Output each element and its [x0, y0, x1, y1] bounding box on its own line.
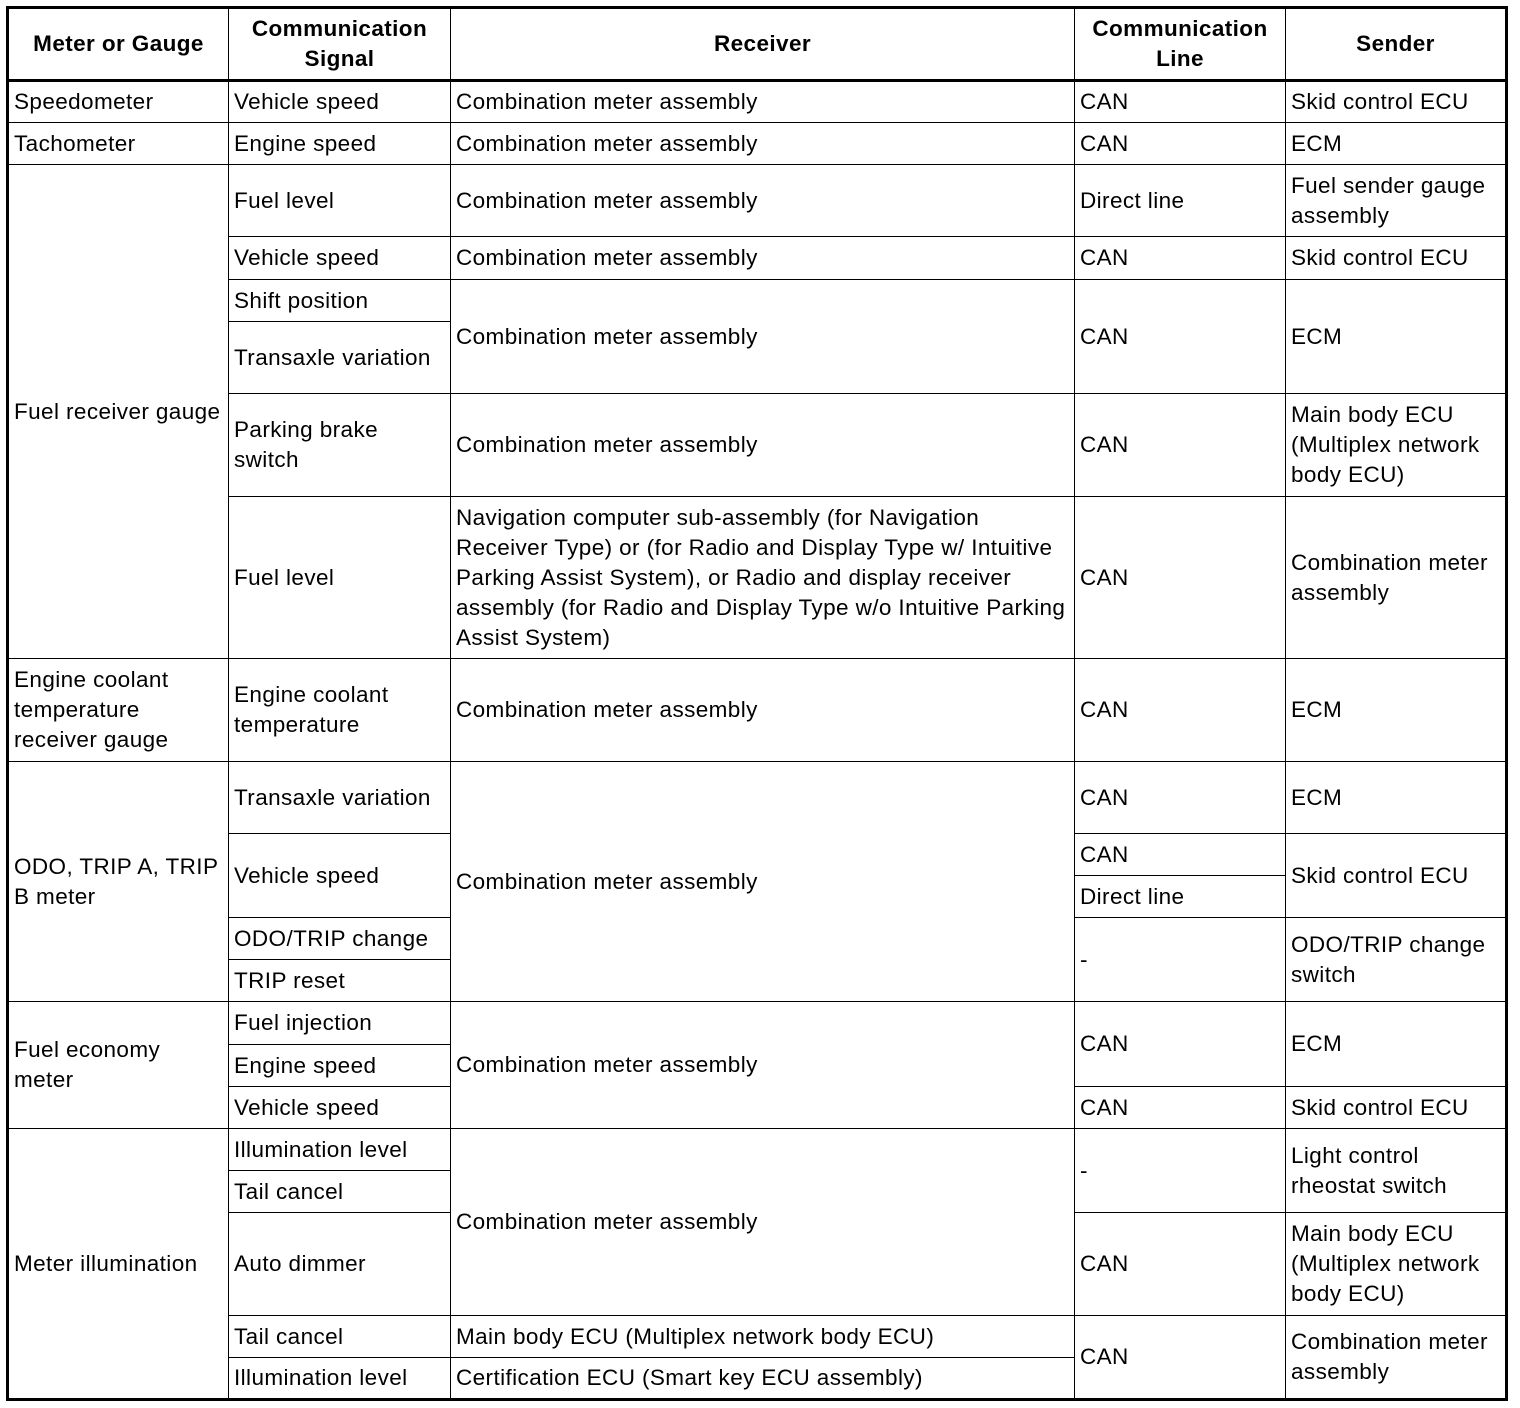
line-cell: CAN: [1075, 394, 1286, 497]
line-cell: CAN: [1075, 497, 1286, 659]
signal-cell: Illumination level: [229, 1129, 451, 1171]
receiver-cell: Combination meter assembly: [451, 1002, 1075, 1129]
sender-cell: Light control rheostat switch: [1286, 1129, 1507, 1213]
sender-cell: Skid control ECU: [1286, 834, 1507, 918]
receiver-cell: Certification ECU (Smart key ECU assembly): [451, 1358, 1075, 1400]
table-row: [8, 165, 1507, 237]
table-row: [8, 1002, 1507, 1045]
sender-cell: ECM: [1286, 659, 1507, 762]
line-cell: CAN: [1075, 834, 1286, 876]
receiver-cell: Combination meter assembly: [451, 237, 1075, 280]
line-cell: CAN: [1075, 280, 1286, 394]
signal-cell: Vehicle speed: [229, 834, 451, 918]
receiver-cell: Combination meter assembly: [451, 1129, 1075, 1316]
signal-cell: Vehicle speed: [229, 237, 451, 280]
signal-cell: Vehicle speed: [229, 81, 451, 123]
sender-cell: Main body ECU (Multiplex network body ECU): [1286, 394, 1507, 497]
sender-cell: ODO/TRIP change switch: [1286, 918, 1507, 1002]
line-cell: -: [1075, 918, 1286, 1002]
table-row: [8, 1316, 1507, 1358]
receiver-cell: Navigation computer sub-assembly (for Navigation Receiver Type) or (for Radio and Display Type w/ Intuitive Parking Assist System), or Radio and display receiver assembly (for Radio and Display Type w/o Intuitive Parking Assist System): [451, 497, 1075, 659]
header-row: [8, 8, 1507, 81]
table-row: [8, 1129, 1507, 1171]
line-cell: Direct line: [1075, 876, 1286, 918]
line-cell: Direct line: [1075, 165, 1286, 237]
sender-cell: ECM: [1286, 123, 1507, 165]
table-row: [8, 280, 1507, 322]
receiver-cell: Main body ECU (Multiplex network body ECU): [451, 1316, 1075, 1358]
line-cell: CAN: [1075, 81, 1286, 123]
sender-cell: Skid control ECU: [1286, 81, 1507, 123]
signal-cell: TRIP reset: [229, 960, 451, 1002]
header-meter: Meter or Gauge: [8, 8, 229, 81]
signal-cell: Tail cancel: [229, 1316, 451, 1358]
table-row: [8, 237, 1507, 280]
receiver-cell: Combination meter assembly: [451, 762, 1075, 1002]
sender-cell: ECM: [1286, 280, 1507, 394]
signal-cell: Transaxle variation: [229, 762, 451, 834]
line-cell: CAN: [1075, 1316, 1286, 1400]
sender-cell: Combination meter assembly: [1286, 1316, 1507, 1400]
table-row: [8, 762, 1507, 834]
meter-cell: ODO, TRIP A, TRIP B meter: [8, 762, 229, 1002]
table-row: [8, 123, 1507, 165]
line-cell: CAN: [1075, 659, 1286, 762]
sender-cell: ECM: [1286, 1002, 1507, 1087]
signal-cell: Engine speed: [229, 123, 451, 165]
sender-cell: Fuel sender gauge assembly: [1286, 165, 1507, 237]
meter-cell: Fuel receiver gauge: [8, 165, 229, 659]
sender-cell: ECM: [1286, 762, 1507, 834]
receiver-cell: Combination meter assembly: [451, 394, 1075, 497]
table-row: [8, 81, 1507, 123]
sender-cell: Combination meter assembly: [1286, 497, 1507, 659]
meter-cell: Fuel economy meter: [8, 1002, 229, 1129]
meter-cell: Engine coolant temperature receiver gauge: [8, 659, 229, 762]
line-cell: CAN: [1075, 237, 1286, 280]
signal-cell: Illumination level: [229, 1358, 451, 1400]
signal-cell: Engine speed: [229, 1045, 451, 1087]
table-row: [8, 394, 1507, 497]
signal-cell: ODO/TRIP change: [229, 918, 451, 960]
header-sender: Sender: [1286, 8, 1507, 81]
receiver-cell: Combination meter assembly: [451, 659, 1075, 762]
signal-cell: Tail cancel: [229, 1171, 451, 1213]
line-cell: -: [1075, 1129, 1286, 1213]
header-signal: Communication Signal: [229, 8, 451, 81]
meter-cell: Tachometer: [8, 123, 229, 165]
sender-cell: Skid control ECU: [1286, 237, 1507, 280]
receiver-cell: Combination meter assembly: [451, 165, 1075, 237]
signal-cell: Engine coolant temperature: [229, 659, 451, 762]
line-cell: CAN: [1075, 1087, 1286, 1129]
sender-cell: Main body ECU (Multiplex network body ECU): [1286, 1213, 1507, 1316]
signal-cell: Fuel level: [229, 497, 451, 659]
receiver-cell: Combination meter assembly: [451, 81, 1075, 123]
header-line: Communication Line: [1075, 8, 1286, 81]
receiver-cell: Combination meter assembly: [451, 123, 1075, 165]
signal-cell: Fuel injection: [229, 1002, 451, 1045]
signal-cell: Fuel level: [229, 165, 451, 237]
sender-cell: Skid control ECU: [1286, 1087, 1507, 1129]
line-cell: CAN: [1075, 1213, 1286, 1316]
receiver-cell: Combination meter assembly: [451, 280, 1075, 394]
signal-cell: Vehicle speed: [229, 1087, 451, 1129]
meter-cell: Speedometer: [8, 81, 229, 123]
communication-table: [6, 6, 1508, 1401]
table-row: [8, 497, 1507, 659]
header-receiver: Receiver: [451, 8, 1075, 81]
line-cell: CAN: [1075, 1002, 1286, 1087]
signal-cell: Auto dimmer: [229, 1213, 451, 1316]
meter-cell: Meter illumination: [8, 1129, 229, 1400]
signal-cell: Transaxle variation: [229, 322, 451, 394]
line-cell: CAN: [1075, 762, 1286, 834]
table-row: [8, 659, 1507, 762]
line-cell: CAN: [1075, 123, 1286, 165]
signal-cell: Shift position: [229, 280, 451, 322]
signal-cell: Parking brake switch: [229, 394, 451, 497]
